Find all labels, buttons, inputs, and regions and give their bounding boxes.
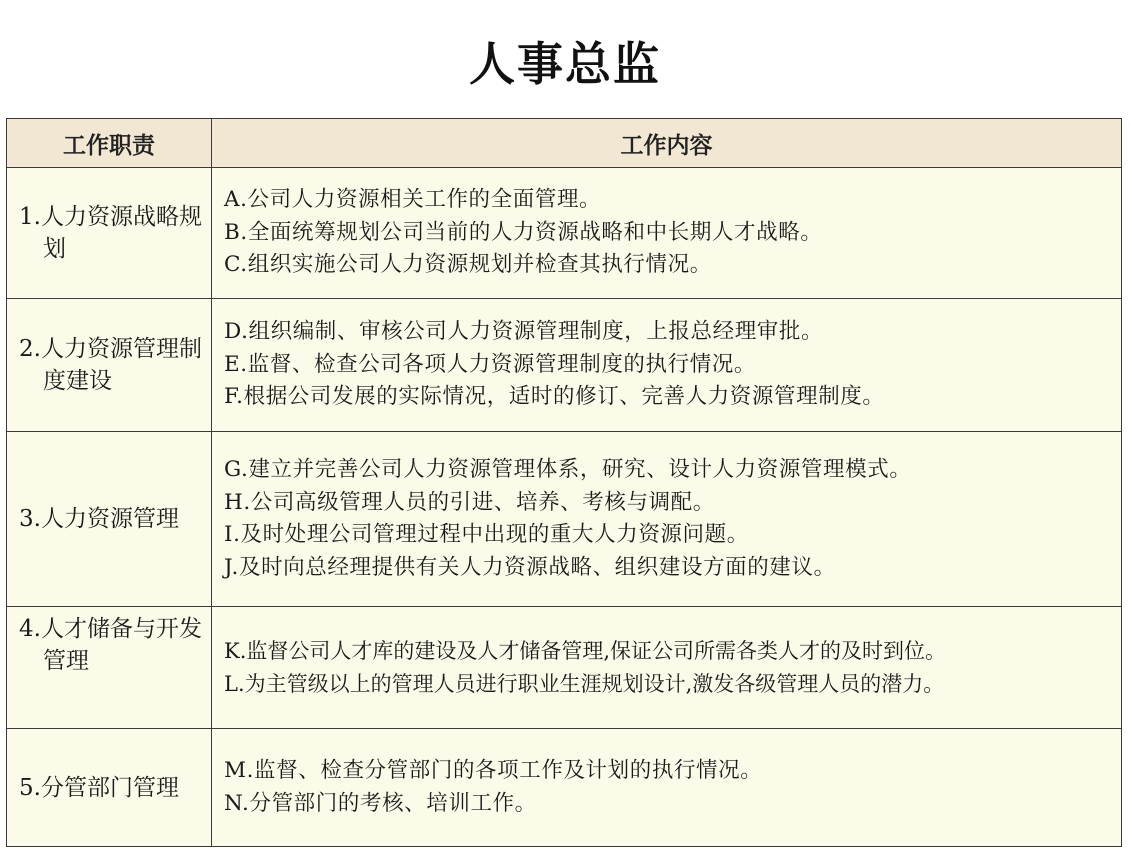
content-item: H.公司高级管理人员的引进、培养、考核与调配。: [224, 489, 715, 515]
header-duty: 工作职责: [7, 119, 212, 168]
content-item: F.根据公司发展的实际情况，适时的修订、完善人力资源管理制度。: [224, 384, 885, 410]
content-item: A.公司人力资源相关工作的全面管理。: [224, 187, 602, 213]
content-cell: [212, 168, 1122, 299]
table-row: [7, 299, 1122, 432]
duties-table: [6, 118, 1122, 847]
content-cell: [212, 729, 1122, 847]
table-header-row: [7, 119, 1122, 168]
header-content: 工作内容: [212, 119, 1122, 168]
duty-cell: [7, 299, 212, 432]
duty-label: 2.人力资源管理制度建设: [19, 336, 202, 394]
duty-cell: [7, 168, 212, 299]
content-item: K.监督公司人才库的建设及人才储备管理,保证公司所需各类人才的及时到位。: [224, 639, 947, 663]
duty-cell: [7, 729, 212, 847]
content-item: J.及时向总经理提供有关人力资源战略、组织建设方面的建议。: [224, 554, 836, 580]
content-item: N.分管部门的考核、培训工作。: [224, 790, 537, 816]
duty-cell: [7, 432, 212, 607]
content-item: G.建立并完善公司人力资源管理体系，研究、设计人力资源管理模式。: [224, 457, 912, 482]
table-row: [7, 729, 1122, 847]
content-item: L.为主管级以上的管理人员进行职业生涯规划设计,激发各级管理人员的潜力。: [224, 671, 945, 696]
content-item: D.组织编制、审核公司人力资源管理制度，上报总经理审批。: [224, 319, 824, 345]
content-cell: [212, 607, 1122, 729]
content-cell: [212, 299, 1122, 432]
duty-label: 1.人力资源战略规划: [19, 204, 202, 262]
duty-label: 3.人力资源管理: [19, 506, 179, 532]
page-title: 人事总监: [469, 37, 661, 91]
content-item: C.组织实施公司人力资源规划并检查其执行情况。: [224, 252, 712, 278]
duty-cell: [7, 607, 212, 729]
content-item: M.监督、检查分管部门的各项工作及计划的执行情况。: [224, 758, 763, 783]
duty-label: 4.人才储备与开发管理: [19, 616, 202, 674]
content-item: E.监督、检查公司各项人力资源管理制度的执行情况。: [224, 351, 757, 377]
table-row: [7, 607, 1122, 729]
content-cell: [212, 432, 1122, 607]
table-row: [7, 432, 1122, 607]
duty-label: 5.分管部门管理: [19, 774, 179, 801]
content-item: I.及时处理公司管理过程中出现的重大人力资源问题。: [224, 522, 749, 547]
content-item: B.全面统筹规划公司当前的人力资源战略和中长期人才战略。: [224, 219, 823, 245]
table-row: [7, 168, 1122, 299]
